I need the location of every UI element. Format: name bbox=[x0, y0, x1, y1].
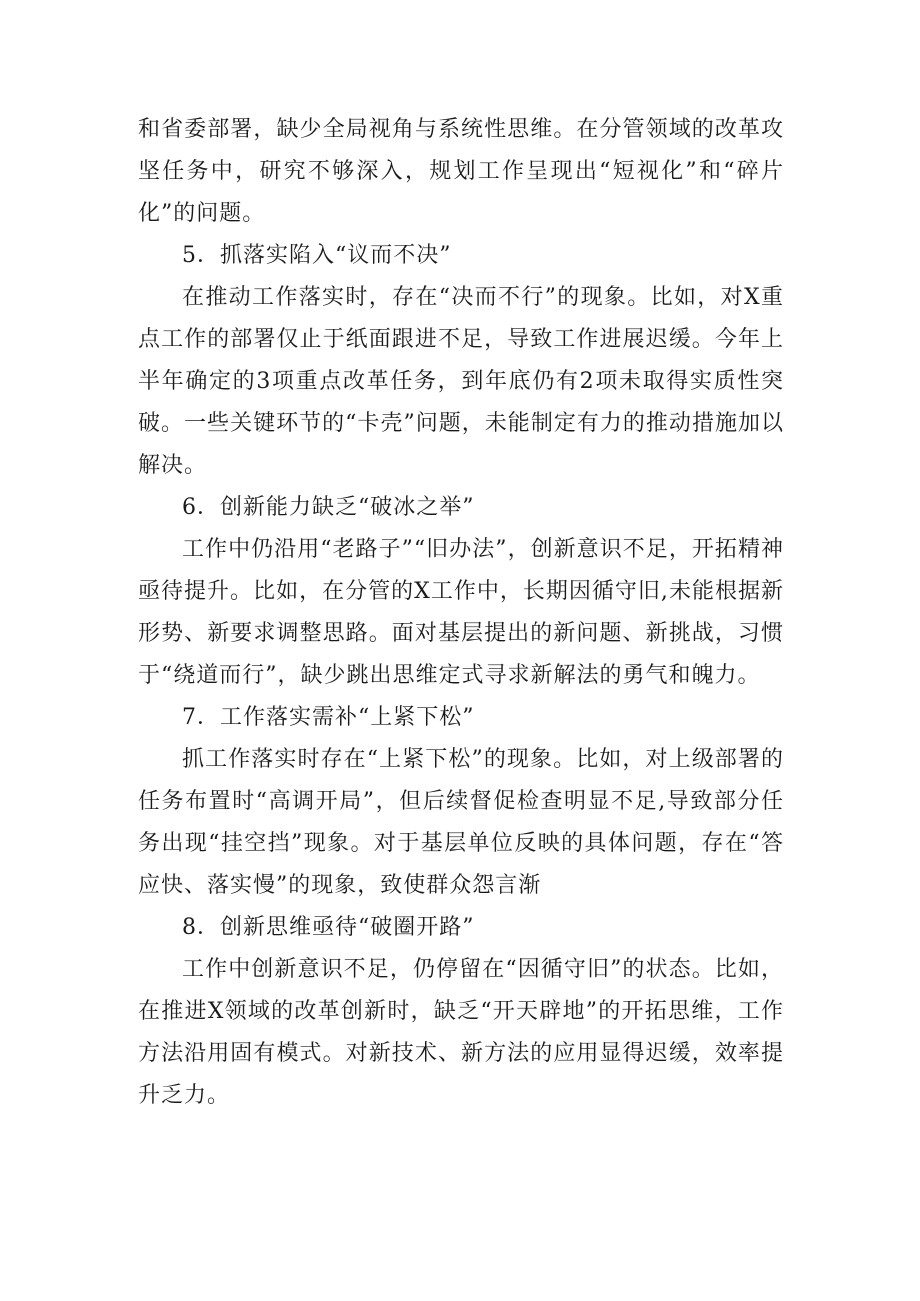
document-body bbox=[138, 109, 784, 1117]
section-heading-5: 5．抓落实陷入“议而不决” bbox=[182, 243, 452, 268]
section-heading-8: 8．创新思维亟待“破圈开路” bbox=[182, 915, 475, 940]
section-body-7: 抓工作落实时存在“上紧下松”的现象。比如，对上级部署的任务布置时“高调开局”，但后续督促检查明显不足,导致部分任务出现“挂空挡”现象。对于基层单位反映的具体问题，存在“答应快、落实慢”的现象，致使群众怨言渐 bbox=[138, 747, 784, 898]
section-body-8: 工作中创新意识不足，仍停留在“因循守旧”的状态。比如，在推进X领域的改革创新时，缺乏“开天辟地”的开拓思维，工作方法沿用固有模式。对新技术、新方法的应用显得迟缓，效率提升乏力。 bbox=[138, 957, 784, 1108]
section-heading-6: 6．创新能力缺乏“破冰之举” bbox=[182, 495, 475, 520]
section-heading-7: 7．工作落实需补“上紧下松” bbox=[182, 705, 475, 730]
continuation-paragraph: 和省委部署，缺少全局视角与系统性思维。在分管领域的改革攻坚任务中，研究不够深入，规划工作呈现出“短视化”和“碎片化”的问题。 bbox=[138, 117, 784, 226]
section-body-6: 工作中仍沿用“老路子”“旧办法”，创新意识不足，开拓精神亟待提升。比如，在分管的X工作中，长期因循守旧,未能根据新形势、新要求调整思路。面对基层提出的新问题、新挑战，习惯于“绕道而行”，缺少跳出思维定式寻求新解法的勇气和魄力。 bbox=[138, 537, 784, 688]
section-body-5: 在推动工作落实时，存在“决而不行”的现象。比如，对X重点工作的部署仅止于纸面跟进不足，导致工作进展迟缓。今年上半年确定的3项重点改革任务，到年底仍有2项未取得实质性突破。一些关键环节的“卡壳”问题，未能制定有力的推动措施加以解决。 bbox=[138, 285, 784, 478]
